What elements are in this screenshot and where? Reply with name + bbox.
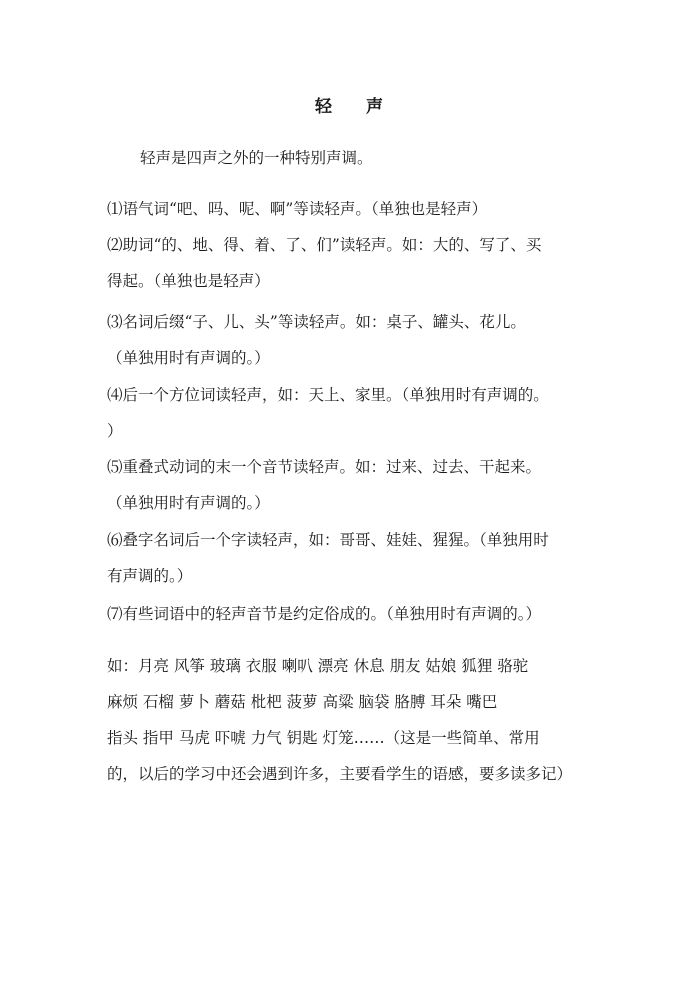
rule-line: ⑶名词后缀“子、儿、头”等读轻声。如：桌子、罐头、花儿。: [107, 313, 526, 331]
examples-line: 的，以后的学习中还会遇到许多，主要看学生的语感，要多读多记）: [107, 765, 573, 783]
rule-line: （单独用时有声调的。）: [107, 494, 270, 512]
examples-paragraph: [107, 648, 597, 792]
rule-line: ⑵助词“的、地、得、着、了、们”读轻声。如：大的、写了、买: [107, 236, 542, 254]
rule-2: [107, 227, 597, 299]
rule-line: ⑴语气词“吧、吗、呢、啊”等读轻声。（单独也是轻声）: [107, 200, 488, 218]
rule-line: ⑸重叠式动词的末一个音节读轻声。如：过来、过去、干起来。: [107, 458, 542, 476]
rule-line: 得起。（单独也是轻声）: [107, 272, 270, 290]
intro-paragraph: 轻声是四声之外的一种特别声调。: [140, 149, 373, 167]
examples-line: 麻烦 石榴 萝卜 蘑菇 枇杷 菠萝 高粱 脑袋 胳膊 耳朵 嘴巴: [107, 693, 498, 711]
rule-7: [107, 596, 597, 632]
rule-line: 有声调的。）: [107, 567, 193, 585]
title-char-1: 轻: [315, 97, 334, 117]
rule-line: ⑷后一个方位词读轻声，如：天上、家里。（单独用时有声调的。: [107, 386, 549, 404]
rule-line: （单独用时有声调的。）: [107, 349, 270, 367]
rule-3: [107, 304, 597, 376]
rule-line: ）: [107, 422, 123, 440]
examples-line: 如：月亮 风筝 玻璃 衣服 喇叭 漂亮 休息 朋友 姑娘 狐狸 骆驼: [107, 657, 529, 675]
examples-line: 指头 指甲 马虎 吓唬 力气 钥匙 灯笼……（这是一些简单、常用: [107, 729, 540, 747]
rule-5: [107, 449, 597, 521]
title-char-2: 声: [366, 97, 385, 117]
page-title: [0, 92, 700, 117]
rule-line: ⑺有些词语中的轻声音节是约定俗成的。（单独用时有声调的。）: [107, 605, 542, 623]
rule-1: [107, 191, 597, 227]
rule-4: [107, 377, 597, 449]
rule-line: ⑹叠字名词后一个字读轻声，如：哥哥、娃娃、猩猩。（单独用时: [107, 531, 549, 549]
rule-6: [107, 522, 597, 594]
